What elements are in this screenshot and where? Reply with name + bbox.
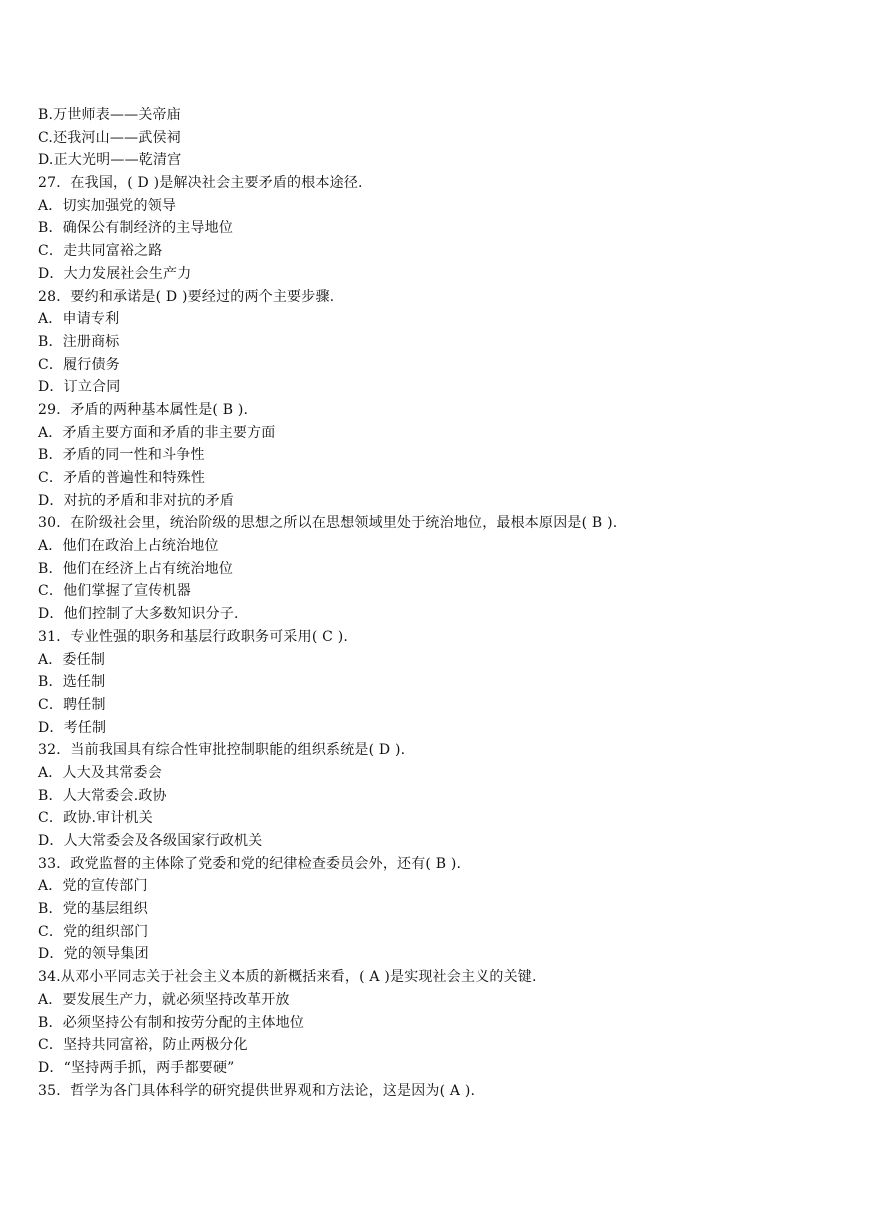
option-a: A．委任制 — [38, 651, 106, 668]
option-d: D．党的领导集团 — [38, 946, 149, 963]
option-c: C．他们掌握了宣传机器 — [38, 583, 191, 600]
option-c: C．党的组织部门 — [38, 923, 149, 940]
text-line: B.万世师表——关帝庙 — [38, 107, 181, 123]
option-a: A．他们在政治上占统治地位 — [38, 538, 219, 555]
document-page — [38, 104, 838, 1102]
option-d: D．人大常委会及各级国家行政机关 — [38, 833, 263, 849]
text-line: C.还我河山——武侯祠 — [38, 129, 181, 146]
option-b: B．必须坚持公有制和按劳分配的主体地位 — [38, 1014, 305, 1031]
question-33: 33．政党监督的主体除了党委和党的纪律检查委员会外，还有( B ). — [38, 855, 462, 872]
question-29: 29．矛盾的两种基本属性是( B ). — [38, 401, 249, 418]
question-34: 34.从邓小平同志关于社会主义本质的新概括来看，( A )是实现社会主义的关键. — [38, 969, 537, 986]
option-a: A．切实加强党的领导 — [38, 197, 177, 214]
question-30: 30．在阶级社会里，统治阶级的思想之所以在思想领域里处于统治地位，最根本原因是( B ). — [38, 515, 618, 532]
option-a: A．矛盾主要方面和矛盾的非主要方面 — [38, 424, 276, 441]
option-a: A．人大及其常委会 — [38, 764, 162, 781]
option-d: D．大力发展社会生产力 — [38, 265, 192, 282]
option-c: C．政协.审计机关 — [38, 810, 153, 827]
option-c: C．坚持共同富裕，防止两极分化 — [38, 1037, 248, 1054]
option-c: C．聘任制 — [38, 696, 106, 713]
question-32: 32．当前我国具有综合性审批控制职能的组织系统是( D ). — [38, 742, 406, 759]
option-a: A．党的宣传部门 — [38, 878, 148, 895]
option-a: A．要发展生产力，就必须坚持改革开放 — [38, 991, 290, 1008]
text-line: D.正大光明——乾清宫 — [38, 152, 182, 169]
option-b: B．党的基层组织 — [38, 901, 148, 918]
option-a: A．申请专利 — [38, 311, 120, 328]
option-b: B．选任制 — [38, 674, 106, 691]
option-b: B．矛盾的同一性和斗争性 — [38, 447, 205, 464]
option-b: B．人大常委会.政协 — [38, 787, 167, 804]
question-28: 28．要约和承诺是( D )要经过的两个主要步骤. — [38, 288, 335, 305]
option-c: C．走共同富裕之路 — [38, 243, 163, 260]
option-d: D．对抗的矛盾和非对抗的矛盾 — [38, 492, 235, 509]
option-b: B．注册商标 — [38, 333, 120, 350]
question-35: 35．哲学为各门具体科学的研究提供世界观和方法论，这是因为( A ). — [38, 1082, 476, 1099]
option-d: D．订立合同 — [38, 379, 121, 396]
option-b: B．他们在经济上占有统治地位 — [38, 560, 234, 577]
question-31: 31．专业性强的职务和基层行政职务可采用( C ). — [38, 628, 348, 645]
option-d: D．“坚持两手抓，两手都要硬” — [38, 1059, 235, 1076]
option-b: B．确保公有制经济的主导地位 — [38, 220, 234, 237]
question-27: 27．在我国，( D )是解决社会主要矛盾的根本途径. — [38, 175, 363, 192]
option-d: D．他们控制了大多数知识分子. — [38, 606, 239, 623]
option-c: C．矛盾的普遍性和特殊性 — [38, 470, 206, 486]
option-c: C．履行债务 — [38, 356, 120, 373]
option-d: D．考任制 — [38, 719, 107, 736]
